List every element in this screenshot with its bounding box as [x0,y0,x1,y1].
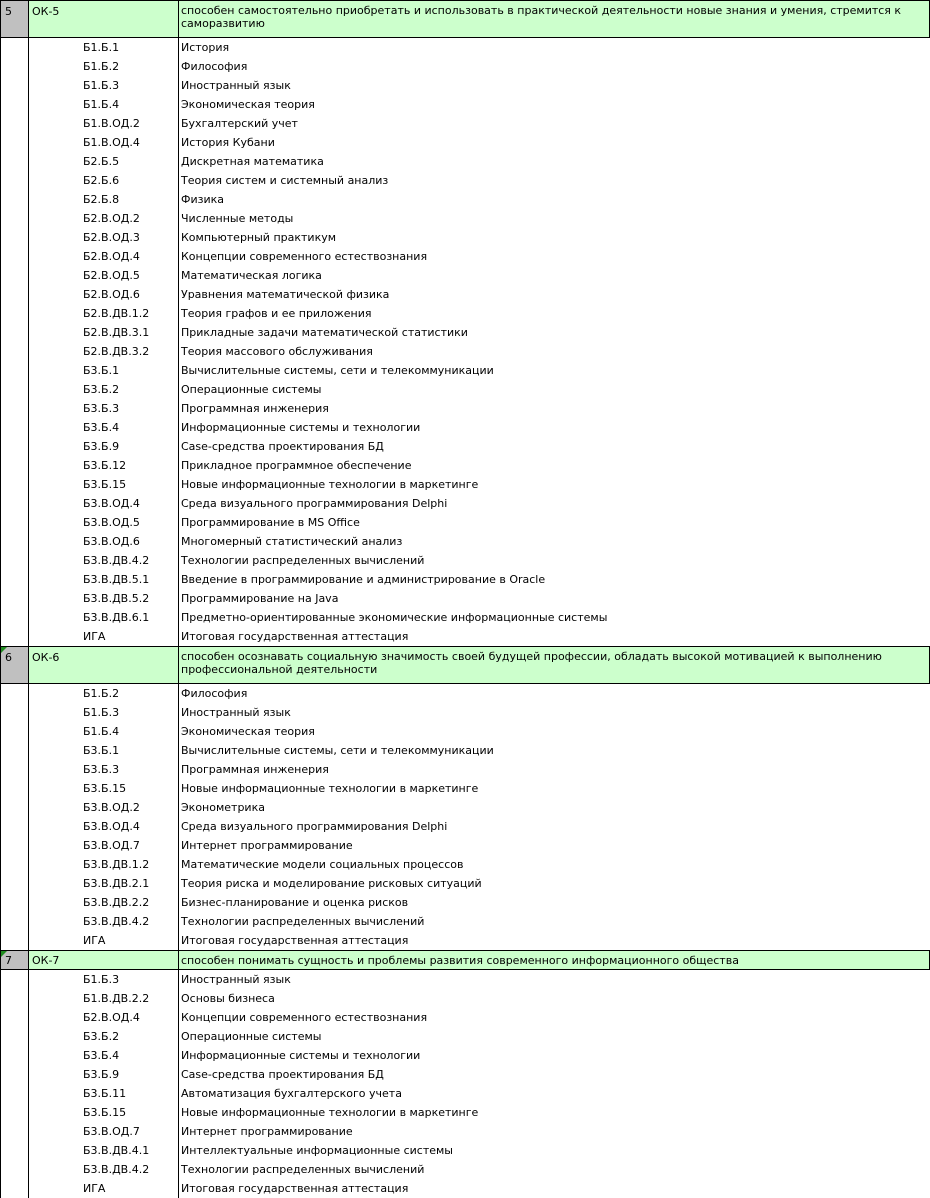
discipline-name-cell[interactable]: Прикладное программное обеспечение [181,459,412,472]
discipline-row[interactable] [0,1103,930,1122]
empty-number-cell[interactable] [0,912,29,931]
empty-number-cell[interactable] [0,304,29,323]
discipline-row[interactable] [0,323,930,342]
row-number-cell[interactable] [0,950,29,970]
discipline-name-cell[interactable]: Дискретная математика [181,155,324,168]
discipline-code-cell[interactable]: Б2.В.ДВ.1.2 [29,304,179,323]
competency-code-cell[interactable] [29,950,179,970]
discipline-name-cell[interactable]: Физика [181,193,225,206]
discipline-name-cell[interactable]: Уравнения математической физика [181,288,390,301]
discipline-name-cell[interactable]: Итоговая государственная аттестация [181,1182,409,1195]
discipline-code-cell[interactable]: Б3.Б.11 [29,1084,179,1103]
empty-number-cell[interactable] [0,570,29,589]
discipline-name-cell[interactable]: Численные методы [181,212,294,225]
discipline-code-cell[interactable]: Б3.Б.9 [29,437,179,456]
discipline-name-cell[interactable]: Автоматизация бухгалтерского учета [181,1087,402,1100]
discipline-code-cell[interactable]: Б1.В.ДВ.2.2 [29,989,179,1008]
discipline-code-cell[interactable]: ИГА [29,1179,179,1198]
discipline-row[interactable] [0,95,930,114]
discipline-row[interactable] [0,874,930,893]
discipline-name-cell[interactable]: Программная инженерия [181,402,329,415]
discipline-row[interactable] [0,1122,930,1141]
empty-number-cell[interactable] [0,931,29,950]
discipline-row[interactable] [0,741,930,760]
discipline-name-cell[interactable]: Вычислительные системы, сети и телекоммуникации [181,364,494,377]
discipline-row[interactable] [0,722,930,741]
empty-number-cell[interactable] [0,703,29,722]
discipline-row[interactable] [0,1008,930,1027]
discipline-row[interactable] [0,836,930,855]
discipline-row[interactable] [0,798,930,817]
empty-number-cell[interactable] [0,836,29,855]
discipline-row[interactable] [0,456,930,475]
discipline-row[interactable] [0,608,930,627]
competency-description-cell[interactable] [179,0,930,38]
empty-number-cell[interactable] [0,532,29,551]
empty-number-cell[interactable] [0,418,29,437]
discipline-code-cell[interactable]: Б3.В.ДВ.5.1 [29,570,179,589]
discipline-name-cell[interactable]: Программная инженерия [181,763,329,776]
discipline-name-cell[interactable]: Прикладные задачи математической статистики [181,326,468,339]
discipline-code-cell[interactable]: Б3.В.ДВ.1.2 [29,855,179,874]
discipline-name-cell[interactable]: Среда визуального программирования Delphi [181,820,448,833]
competency-code: ОК-5 [32,5,60,18]
empty-number-cell[interactable] [0,798,29,817]
discipline-code-cell[interactable]: Б1.Б.3 [29,703,179,722]
discipline-name-cell[interactable]: Теория массового обслуживания [181,345,373,358]
discipline-name-cell[interactable]: Новые информационные технологии в маркетинге [181,1106,479,1119]
discipline-name-cell[interactable]: Технологии распределенных вычислений [181,554,425,567]
discipline-row[interactable] [0,171,930,190]
discipline-code-cell[interactable]: Б3.В.ОД.5 [29,513,179,532]
empty-number-cell[interactable] [0,1141,29,1160]
discipline-row[interactable] [0,209,930,228]
discipline-code-cell[interactable]: Б3.В.ДВ.4.2 [29,551,179,570]
discipline-code-cell[interactable]: Б1.Б.4 [29,95,179,114]
row-number: 6 [5,651,12,664]
discipline-code-cell[interactable]: Б3.Б.3 [29,399,179,418]
discipline-name-cell[interactable]: Case-средства проектирования БД [181,1068,384,1081]
comment-indicator-icon [1,951,7,957]
discipline-code-cell[interactable]: Б3.В.ДВ.2.2 [29,893,179,912]
discipline-code-cell[interactable]: Б1.Б.3 [29,970,179,989]
discipline-code-cell[interactable]: Б3.В.ОД.2 [29,798,179,817]
discipline-code-cell[interactable]: Б3.Б.1 [29,741,179,760]
discipline-row[interactable] [0,1160,930,1179]
discipline-name-cell[interactable]: Основы бизнеса [181,992,275,1005]
discipline-name-cell[interactable]: Итоговая государственная аттестация [181,630,409,643]
empty-number-cell[interactable] [0,1027,29,1046]
empty-number-cell[interactable] [0,627,29,646]
discipline-code-cell[interactable]: Б3.Б.4 [29,1046,179,1065]
discipline-code-cell[interactable]: Б3.Б.1 [29,361,179,380]
empty-number-cell[interactable] [0,589,29,608]
empty-number-cell[interactable] [0,893,29,912]
discipline-code-cell[interactable]: Б1.Б.2 [29,57,179,76]
discipline-row[interactable] [0,1141,930,1160]
discipline-row[interactable] [0,38,930,57]
discipline-row[interactable] [0,266,930,285]
discipline-code-cell[interactable]: Б2.Б.8 [29,190,179,209]
discipline-code-cell[interactable]: Б2.В.ОД.6 [29,285,179,304]
discipline-code-cell[interactable]: Б1.Б.4 [29,722,179,741]
discipline-name-cell[interactable]: Case-средства проектирования БД [181,440,384,453]
discipline-row[interactable] [0,970,930,989]
empty-number-cell[interactable] [0,57,29,76]
discipline-code-cell[interactable]: Б3.В.ДВ.6.1 [29,608,179,627]
discipline-name-cell[interactable]: Введение в программирование и администрирование в Oracle [181,573,546,586]
discipline-name-cell[interactable]: Интернет программирование [181,839,353,852]
empty-number-cell[interactable] [0,380,29,399]
discipline-code-cell[interactable]: Б2.В.ОД.5 [29,266,179,285]
discipline-row[interactable] [0,570,930,589]
discipline-name-cell[interactable]: Математическая логика [181,269,322,282]
discipline-code-cell[interactable]: Б3.В.ОД.4 [29,494,179,513]
discipline-code-cell[interactable]: Б3.В.ОД.4 [29,817,179,836]
empty-number-cell[interactable] [0,494,29,513]
discipline-code-cell[interactable]: ИГА [29,627,179,646]
discipline-code-cell[interactable]: Б2.В.ОД.4 [29,1008,179,1027]
empty-number-cell[interactable] [0,817,29,836]
discipline-name-cell[interactable]: Теория систем и системный анализ [181,174,389,187]
discipline-row[interactable] [0,1084,930,1103]
discipline-name-cell[interactable]: Технологии распределенных вычислений [181,1163,425,1176]
discipline-code-cell[interactable]: Б1.В.ОД.2 [29,114,179,133]
discipline-row[interactable] [0,437,930,456]
discipline-name-cell[interactable]: Информационные системы и технологии [181,1049,421,1062]
discipline-list [0,684,930,950]
discipline-list [0,38,930,646]
empty-number-cell[interactable] [0,1046,29,1065]
discipline-row[interactable] [0,817,930,836]
discipline-code-cell[interactable]: Б3.Б.15 [29,475,179,494]
row-number-cell[interactable] [0,646,29,684]
discipline-row[interactable] [0,532,930,551]
discipline-row[interactable] [0,399,930,418]
discipline-name-cell[interactable]: Экономическая теория [181,98,315,111]
discipline-row[interactable] [0,494,930,513]
empty-number-cell[interactable] [0,1008,29,1027]
discipline-row[interactable] [0,1027,930,1046]
empty-number-cell[interactable] [0,266,29,285]
discipline-code-cell[interactable]: Б3.В.ДВ.4.2 [29,912,179,931]
row-number: 5 [5,5,12,18]
discipline-code-cell[interactable]: Б3.В.ДВ.5.2 [29,589,179,608]
empty-number-cell[interactable] [0,741,29,760]
discipline-name-cell[interactable]: Многомерный статистический анализ [181,535,403,548]
competency-header-row[interactable] [0,0,930,38]
empty-number-cell[interactable] [0,513,29,532]
discipline-code-cell[interactable]: Б2.В.ДВ.3.2 [29,342,179,361]
empty-number-cell[interactable] [0,209,29,228]
discipline-name-cell[interactable]: Программирование в MS Office [181,516,360,529]
empty-number-cell[interactable] [0,171,29,190]
empty-number-cell[interactable] [0,76,29,95]
empty-number-cell[interactable] [0,1103,29,1122]
discipline-name-cell[interactable]: Компьютерный практикум [181,231,337,244]
discipline-name-cell[interactable]: Философия [181,687,248,700]
discipline-row[interactable] [0,1179,930,1198]
discipline-code-cell[interactable]: Б3.Б.12 [29,456,179,475]
discipline-code-cell[interactable]: Б3.В.ДВ.2.1 [29,874,179,893]
discipline-row[interactable] [0,418,930,437]
discipline-code-cell[interactable]: ИГА [29,931,179,950]
discipline-code-cell[interactable]: Б3.Б.2 [29,380,179,399]
empty-number-cell[interactable] [0,989,29,1008]
discipline-name-cell[interactable]: Иностранный язык [181,79,291,92]
discipline-row[interactable] [0,475,930,494]
row-number-cell[interactable] [0,0,29,38]
discipline-name-cell[interactable]: Среда визуального программирования Delphi [181,497,448,510]
empty-number-cell[interactable] [0,285,29,304]
competency-code: ОК-6 [32,651,60,664]
discipline-name-cell[interactable]: Программирование на Java [181,592,339,605]
empty-number-cell[interactable] [0,1065,29,1084]
discipline-row[interactable] [0,361,930,380]
empty-number-cell[interactable] [0,551,29,570]
competency-description: способен понимать сущность и проблемы развития современного информационного общества [181,954,739,967]
discipline-code-cell[interactable]: Б3.В.ДВ.4.2 [29,1160,179,1179]
empty-number-cell[interactable] [0,437,29,456]
competency-code: ОК-7 [32,954,60,967]
competency-description: способен осознавать социальную значимость своей будущей профессии, обладать высокой мотивацией к выполнению профессиональной деятельности [181,650,882,676]
empty-number-cell[interactable] [0,228,29,247]
discipline-row[interactable] [0,133,930,152]
competency-description: способен самостоятельно приобретать и использовать в практической деятельности новые знания и умения, стремится к саморазвитию [181,4,902,30]
discipline-name-cell[interactable]: Иностранный язык [181,706,291,719]
empty-number-cell[interactable] [0,399,29,418]
empty-number-cell[interactable] [0,114,29,133]
discipline-row[interactable] [0,1065,930,1084]
discipline-list [0,970,930,1198]
empty-number-cell[interactable] [0,95,29,114]
competency-code-cell[interactable] [29,646,179,684]
discipline-row[interactable] [0,380,930,399]
discipline-name-cell[interactable]: Бухгалтерский учет [181,117,298,130]
discipline-name-cell[interactable]: Концепции современного естествознания [181,250,428,263]
discipline-row[interactable] [0,247,930,266]
discipline-row[interactable] [0,893,930,912]
discipline-row[interactable] [0,855,930,874]
empty-number-cell[interactable] [0,970,29,989]
discipline-name-cell[interactable]: Интернет программирование [181,1125,353,1138]
discipline-code-cell[interactable]: Б1.Б.3 [29,76,179,95]
discipline-code-cell[interactable]: Б2.В.ДВ.3.1 [29,323,179,342]
discipline-name-cell[interactable]: История [181,41,230,54]
competency-code-cell[interactable] [29,0,179,38]
empty-number-cell[interactable] [0,1179,29,1198]
discipline-row[interactable] [0,989,930,1008]
discipline-name-cell[interactable]: Операционные системы [181,1030,322,1043]
empty-number-cell[interactable] [0,1160,29,1179]
discipline-code-cell[interactable]: Б2.В.ОД.4 [29,247,179,266]
discipline-row[interactable] [0,931,930,950]
empty-number-cell[interactable] [0,608,29,627]
discipline-code-cell[interactable]: Б3.Б.9 [29,1065,179,1084]
discipline-code-cell[interactable]: Б1.Б.1 [29,38,179,57]
discipline-name-cell[interactable]: Философия [181,60,248,73]
discipline-row[interactable] [0,627,930,646]
empty-number-cell[interactable] [0,1084,29,1103]
discipline-name-cell[interactable]: История Кубани [181,136,275,149]
discipline-code-cell[interactable]: Б3.Б.15 [29,779,179,798]
discipline-code-cell[interactable]: Б3.В.ОД.7 [29,1122,179,1141]
comment-indicator-icon [1,647,7,653]
discipline-row[interactable] [0,513,930,532]
discipline-row[interactable] [0,551,930,570]
discipline-name-cell[interactable]: Итоговая государственная аттестация [181,934,409,947]
discipline-code-cell[interactable]: Б2.Б.5 [29,152,179,171]
discipline-name-cell[interactable]: Эконометрика [181,801,265,814]
discipline-row[interactable] [0,285,930,304]
discipline-row[interactable] [0,779,930,798]
empty-number-cell[interactable] [0,323,29,342]
empty-number-cell[interactable] [0,361,29,380]
discipline-row[interactable] [0,760,930,779]
discipline-code-cell[interactable]: Б3.В.ОД.7 [29,836,179,855]
discipline-row[interactable] [0,114,930,133]
discipline-name-cell[interactable]: Технологии распределенных вычислений [181,915,425,928]
empty-number-cell[interactable] [0,342,29,361]
discipline-name-cell[interactable]: Интеллектуальные информационные системы [181,1144,453,1157]
empty-number-cell[interactable] [0,133,29,152]
empty-number-cell[interactable] [0,760,29,779]
discipline-code-cell[interactable]: Б1.В.ОД.4 [29,133,179,152]
discipline-code-cell[interactable]: Б2.В.ОД.2 [29,209,179,228]
empty-number-cell[interactable] [0,152,29,171]
discipline-name-cell[interactable]: Информационные системы и технологии [181,421,421,434]
discipline-row[interactable] [0,912,930,931]
empty-number-cell[interactable] [0,38,29,57]
empty-number-cell[interactable] [0,779,29,798]
empty-number-cell[interactable] [0,1122,29,1141]
discipline-name-cell[interactable]: Математические модели социальных процессов [181,858,464,871]
discipline-name-cell[interactable]: Новые информационные технологии в маркетинге [181,782,479,795]
discipline-code-cell[interactable]: Б3.Б.15 [29,1103,179,1122]
discipline-code-cell[interactable]: Б3.Б.2 [29,1027,179,1046]
discipline-row[interactable] [0,342,930,361]
discipline-name-cell[interactable]: Экономическая теория [181,725,315,738]
discipline-row[interactable] [0,703,930,722]
discipline-name-cell[interactable]: Вычислительные системы, сети и телекоммуникации [181,744,494,757]
discipline-name-cell[interactable]: Концепции современного естествознания [181,1011,428,1024]
discipline-name-cell[interactable]: Теория графов и ее приложения [181,307,372,320]
discipline-code-cell[interactable]: Б2.Б.6 [29,171,179,190]
discipline-row[interactable] [0,228,930,247]
empty-number-cell[interactable] [0,722,29,741]
discipline-row[interactable] [0,589,930,608]
empty-number-cell[interactable] [0,855,29,874]
discipline-name-cell[interactable]: Новые информационные технологии в маркетинге [181,478,479,491]
empty-number-cell[interactable] [0,190,29,209]
discipline-code-cell[interactable]: Б3.В.ОД.6 [29,532,179,551]
discipline-row[interactable] [0,1046,930,1065]
discipline-name-cell[interactable]: Теория риска и моделирование рисковых ситуаций [181,877,482,890]
discipline-name-cell[interactable]: Иностранный язык [181,973,291,986]
row-number: 7 [5,954,12,967]
discipline-row[interactable] [0,190,930,209]
discipline-code-cell[interactable]: Б3.В.ДВ.4.1 [29,1141,179,1160]
competency-description-cell[interactable] [179,950,930,970]
discipline-row[interactable] [0,684,930,703]
discipline-code-cell[interactable]: Б1.Б.2 [29,684,179,703]
empty-number-cell[interactable] [0,247,29,266]
discipline-name-cell[interactable]: Операционные системы [181,383,322,396]
discipline-row[interactable] [0,76,930,95]
discipline-row[interactable] [0,304,930,323]
competency-description-cell[interactable] [179,646,930,684]
empty-number-cell[interactable] [0,475,29,494]
empty-number-cell[interactable] [0,874,29,893]
discipline-code-cell[interactable]: Б3.Б.3 [29,760,179,779]
discipline-name-cell[interactable]: Бизнес-планирование и оценка рисков [181,896,409,909]
discipline-row[interactable] [0,57,930,76]
competency-header-row[interactable] [0,646,930,684]
empty-number-cell[interactable] [0,684,29,703]
empty-number-cell[interactable] [0,456,29,475]
discipline-code-cell[interactable]: Б3.Б.4 [29,418,179,437]
competency-header-row[interactable] [0,950,930,970]
discipline-code-cell[interactable]: Б2.В.ОД.3 [29,228,179,247]
discipline-name-cell[interactable]: Предметно-ориентированные экономические информационные системы [181,611,608,624]
discipline-row[interactable] [0,152,930,171]
